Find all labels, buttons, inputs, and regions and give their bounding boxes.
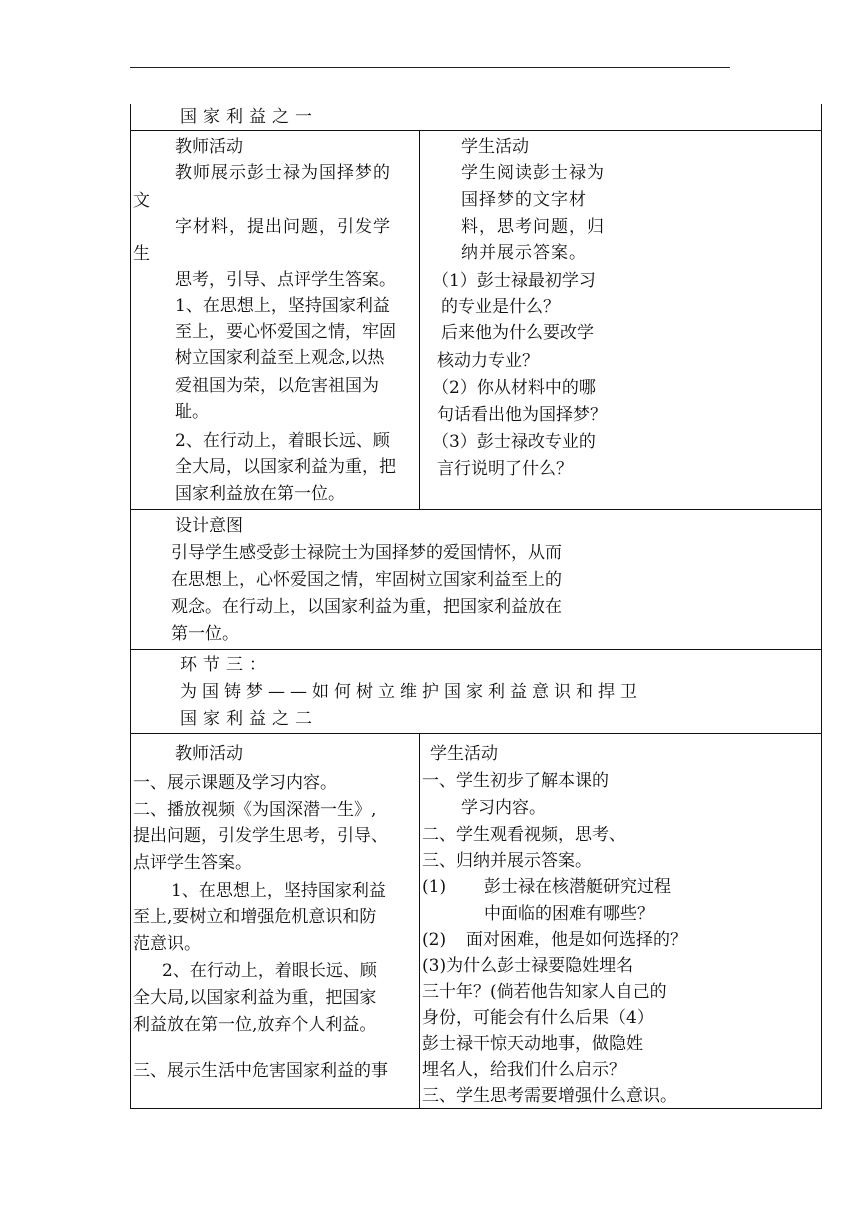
student-line: 后来他为什么要改学: [441, 323, 594, 343]
teacher-line: 全大局，以国家利益为重，把: [175, 457, 396, 477]
teacher-line: 一、展示课题及学习内容。: [133, 773, 337, 793]
student-line: 埋名人，给我们什么启示？: [422, 1060, 626, 1080]
student-line: （2）你从材料中的哪: [432, 378, 596, 398]
student-line: （1）彭士禄最初学习: [432, 271, 596, 291]
student-line: 三、归纳并展示答案。: [422, 851, 592, 871]
section1-student-header: 学生活动: [461, 137, 529, 157]
student-line: 国择梦的文字材: [461, 190, 587, 210]
section1-title: 国家利益之一: [180, 107, 318, 127]
design-header: 设计意图: [175, 516, 243, 536]
teacher-line: 树立国家利益至上观念,以热: [175, 348, 385, 368]
teacher-line: 爱祖国为荣，以危害祖国为: [175, 376, 379, 396]
student-line: 纳并展示答案。: [461, 243, 587, 263]
student-line: 料，思考问题，归: [461, 217, 605, 237]
student-line: （3）彭士禄改专业的: [432, 432, 596, 452]
teacher-line: 字材料，提出问题，引发学: [175, 217, 391, 237]
student-line: 句话看出他为国择梦？: [437, 405, 607, 425]
student-line: 二、学生观看视频，思考、: [422, 825, 626, 845]
section2-student-header: 学生活动: [430, 744, 498, 764]
teacher-line: 全大局,以国家利益为重，把国家: [133, 988, 377, 1008]
teacher-line: 2、在行动上，着眼长远、顾: [162, 961, 377, 981]
teacher-line: 至上,要树立和增强危机意识和防: [133, 907, 377, 927]
teacher-line: 范意识。: [133, 934, 201, 954]
student-line: (3)为什么彭士禄要隐姓埋名: [422, 956, 634, 976]
teacher-line: 三、展示生活中危害国家利益的事: [133, 1061, 388, 1081]
student-line: 面对困难，他是如何选择的？: [466, 930, 687, 950]
student-line: 身份，可能会有什么后果（4）: [422, 1008, 654, 1028]
teacher-line: 2、在行动上，着眼长远、顾: [175, 431, 390, 451]
header-rule: [130, 67, 730, 68]
teacher-line: 文: [133, 191, 150, 211]
teacher-line: 提出问题，引发学生思考，引导、: [133, 826, 388, 846]
student-line: 三十年？(倘若他告知家人自己的: [422, 982, 667, 1002]
teacher-line: 点评学生答案。: [133, 853, 252, 873]
student-line: 学习内容。: [461, 798, 546, 818]
student-line: 彭士禄在核潜艇研究过程: [484, 877, 671, 897]
section3-label: 环节三：: [180, 655, 272, 675]
student-line: (2): [422, 930, 447, 950]
teacher-line: 1、在思想上，坚持国家利益: [171, 881, 386, 901]
student-line: 彭士禄干惊天动地事，做隐姓: [422, 1034, 643, 1054]
student-line: 核动力专业？: [437, 351, 539, 371]
student-line: (1): [422, 877, 447, 897]
design-line: 第一位。: [171, 624, 239, 644]
student-line: 中面临的困难有哪些？: [484, 904, 654, 924]
teacher-line: 生: [133, 244, 150, 264]
design-line: 观念。在行动上，以国家利益为重，把国家利益放在: [171, 597, 562, 617]
student-line: 三、学生思考需要增强什么意识。: [422, 1086, 677, 1106]
teacher-line: 国家利益放在第一位。: [175, 484, 345, 504]
teacher-line: 教师展示彭士禄为国择梦的: [175, 163, 391, 183]
student-line: 的专业是什么？: [441, 297, 560, 317]
teacher-line: 利益放在第一位,放弃个人利益。: [133, 1015, 377, 1035]
section3-title: 为国铸梦——如何树立维护国家利益意识和捍卫: [180, 682, 642, 702]
teacher-line: 耻。: [175, 402, 209, 422]
design-line: 在思想上，心怀爱国之情，牢固树立国家利益至上的: [171, 570, 562, 590]
teacher-line: 至上，要心怀爱国之情，牢固: [175, 322, 396, 342]
teacher-line: 二、播放视频《为国深潜一生》,: [133, 800, 377, 820]
section3-subtitle: 国家利益之二: [180, 709, 318, 729]
student-line: 言行说明了什么？: [437, 459, 573, 479]
teacher-line: 1、在思想上，坚持国家利益: [175, 296, 390, 316]
student-line: 一、学生初步了解本课的: [422, 771, 609, 791]
section2-teacher-header: 教师活动: [175, 744, 243, 764]
design-line: 引导学生感受彭士禄院士为国择梦的爱国情怀，从而: [171, 543, 562, 563]
section1-teacher-header: 教师活动: [175, 137, 243, 157]
student-line: 学生阅读彭士禄为: [461, 163, 605, 183]
teacher-line: 思考，引导、点评学生答案。: [175, 270, 396, 290]
